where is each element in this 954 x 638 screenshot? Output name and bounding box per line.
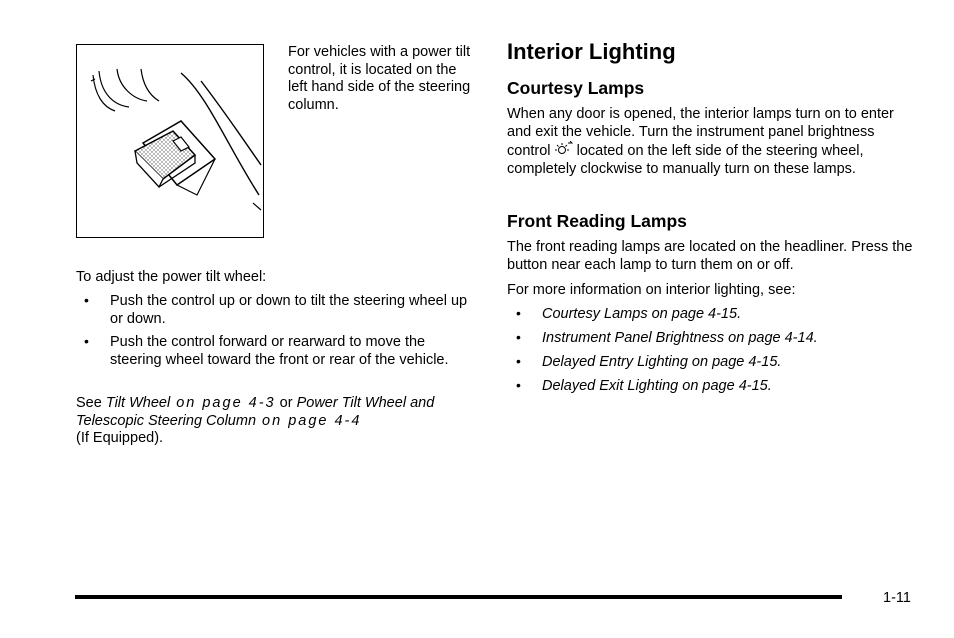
courtesy-text-part1: When any door is opened, the interior lamps turn on to enter and exit the vehicle. Turn the instrument panel brightness control [507,106,894,159]
front-reading-lamps-text: The front reading lamps are located on the headliner. Press the button near each lamp to turn them on or off. [507,239,913,273]
list-item[interactable] [516,330,896,348]
list-item[interactable] [516,378,896,396]
instrument-panel-brightness-link[interactable]: Instrument Panel Brightness on page 4-14. [542,330,818,346]
tilt-wheel-link[interactable]: Tilt Wheel [105,395,171,411]
bullet-icon: • [84,333,89,349]
courtesy-text-part2: located on the left side of the steering wheel, completely clockwise to manually turn on these lamps. [507,143,864,177]
courtesy-lamps-text [507,106,907,178]
see-also-paragraph [76,395,466,448]
tilt-wheel-page-ref[interactable]: on page 4-3 [170,395,276,411]
bullet-icon: • [516,305,521,321]
bullet-icon: • [516,329,521,345]
bullet-text: Push the control forward or rearward to move the steering wheel toward the front or rear of the vehicle. [110,334,449,368]
bullet-icon: • [516,377,521,393]
tilt-wheel-bullet-list [84,293,474,375]
courtesy-lamps-heading: Courtesy Lamps [507,78,645,98]
power-tilt-wheel-link[interactable]: Power Tilt Wheel and Telescopic Steering Column [76,395,435,429]
front-reading-lamps-heading: Front Reading Lamps [507,211,687,231]
bullet-icon: • [84,292,89,308]
see-middle: or [275,395,297,411]
power-tilt-control-illustration [77,45,262,236]
tilt-wheel-intro: To adjust the power tilt wheel: [76,269,267,285]
brightness-control-icon [555,141,573,157]
list-item[interactable] [516,306,896,324]
page-number: 1-11 [883,590,911,606]
list-item [84,293,474,328]
bullet-text: Push the control up or down to tilt the steering wheel up or down. [110,293,468,327]
delayed-exit-lighting-link[interactable]: Delayed Exit Lighting on page 4-15. [542,378,772,394]
power-tilt-control-figure [76,44,264,238]
courtesy-lamps-link[interactable]: Courtesy Lamps on page 4-15. [542,306,742,322]
footer-rule [75,595,842,599]
figure-caption: For vehicles with a power tilt control, it is located on the left hand side of the steering column. [288,44,471,113]
section-title: Interior Lighting [507,39,676,64]
see-prefix: See [76,395,106,411]
interior-lighting-links [516,306,896,402]
list-item[interactable] [516,354,896,372]
bullet-icon: • [516,353,521,369]
delayed-entry-lighting-link[interactable]: Delayed Entry Lighting on page 4-15. [542,354,782,370]
list-item [84,334,474,369]
see-suffix: (If Equipped). [76,430,164,446]
power-tilt-wheel-page-ref[interactable]: on page 4-4 [256,412,362,429]
more-info-text: For more information on interior lighting, see: [507,282,796,298]
